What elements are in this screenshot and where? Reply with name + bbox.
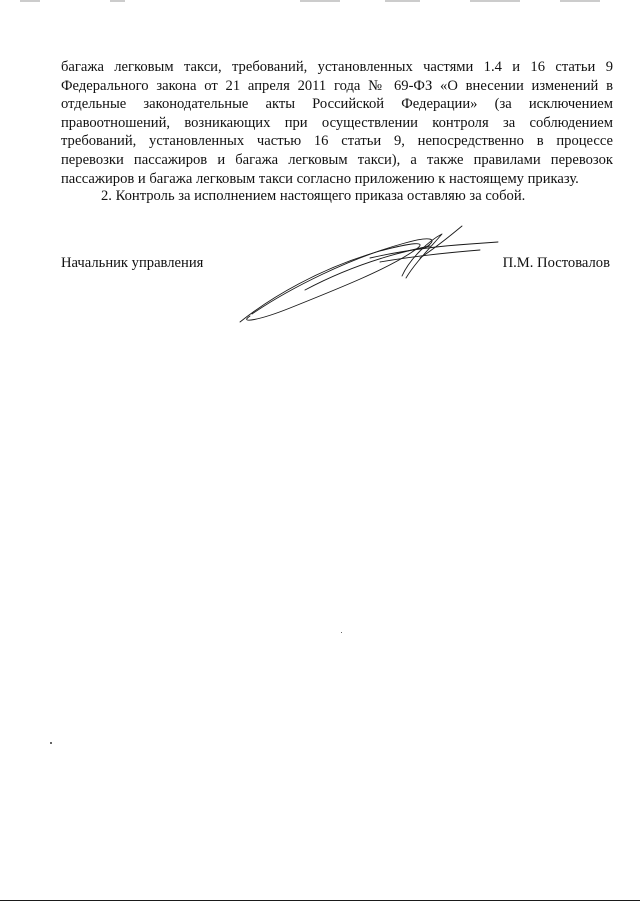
paragraph-1-line: пассажиров и багажа легковым такси согласно приложению к настоящему приказу. [61, 170, 579, 187]
paragraph-1-line: Федерального закона от 21 апреля 2011 года № 69-ФЗ «О внесении изменений в [61, 77, 613, 94]
signatory-name: П.М. Постовалов [502, 255, 610, 271]
paragraph-1 [61, 58, 613, 188]
scan-speck [50, 742, 52, 744]
scan-speck [341, 632, 342, 633]
scan-top-edge [0, 0, 640, 3]
handwritten-signature [230, 218, 510, 328]
paragraph-1-line: перевозки пассажиров и багажа легковым такси), а также правилами перевозок [61, 151, 613, 168]
paragraph-1-line: отдельные законодательные акты Российской Федерации» (за исключением [61, 96, 613, 113]
paragraph-2: 2. Контроль за исполнением настоящего приказа оставляю за собой. [101, 188, 526, 204]
scan-bottom-edge [0, 900, 640, 901]
paragraph-1-line: требований, установленных частью 16 статьи 9, непосредственно в процессе [61, 133, 613, 150]
signatory-role: Начальник управления [61, 255, 204, 271]
paragraph-1-line: багажа легковым такси, требований, установленных частями 1.4 и 16 статьи 9 [61, 59, 613, 75]
paragraph-1-line: правоотношений, возникающих при осуществлении контроля за соблюдением [61, 114, 613, 131]
